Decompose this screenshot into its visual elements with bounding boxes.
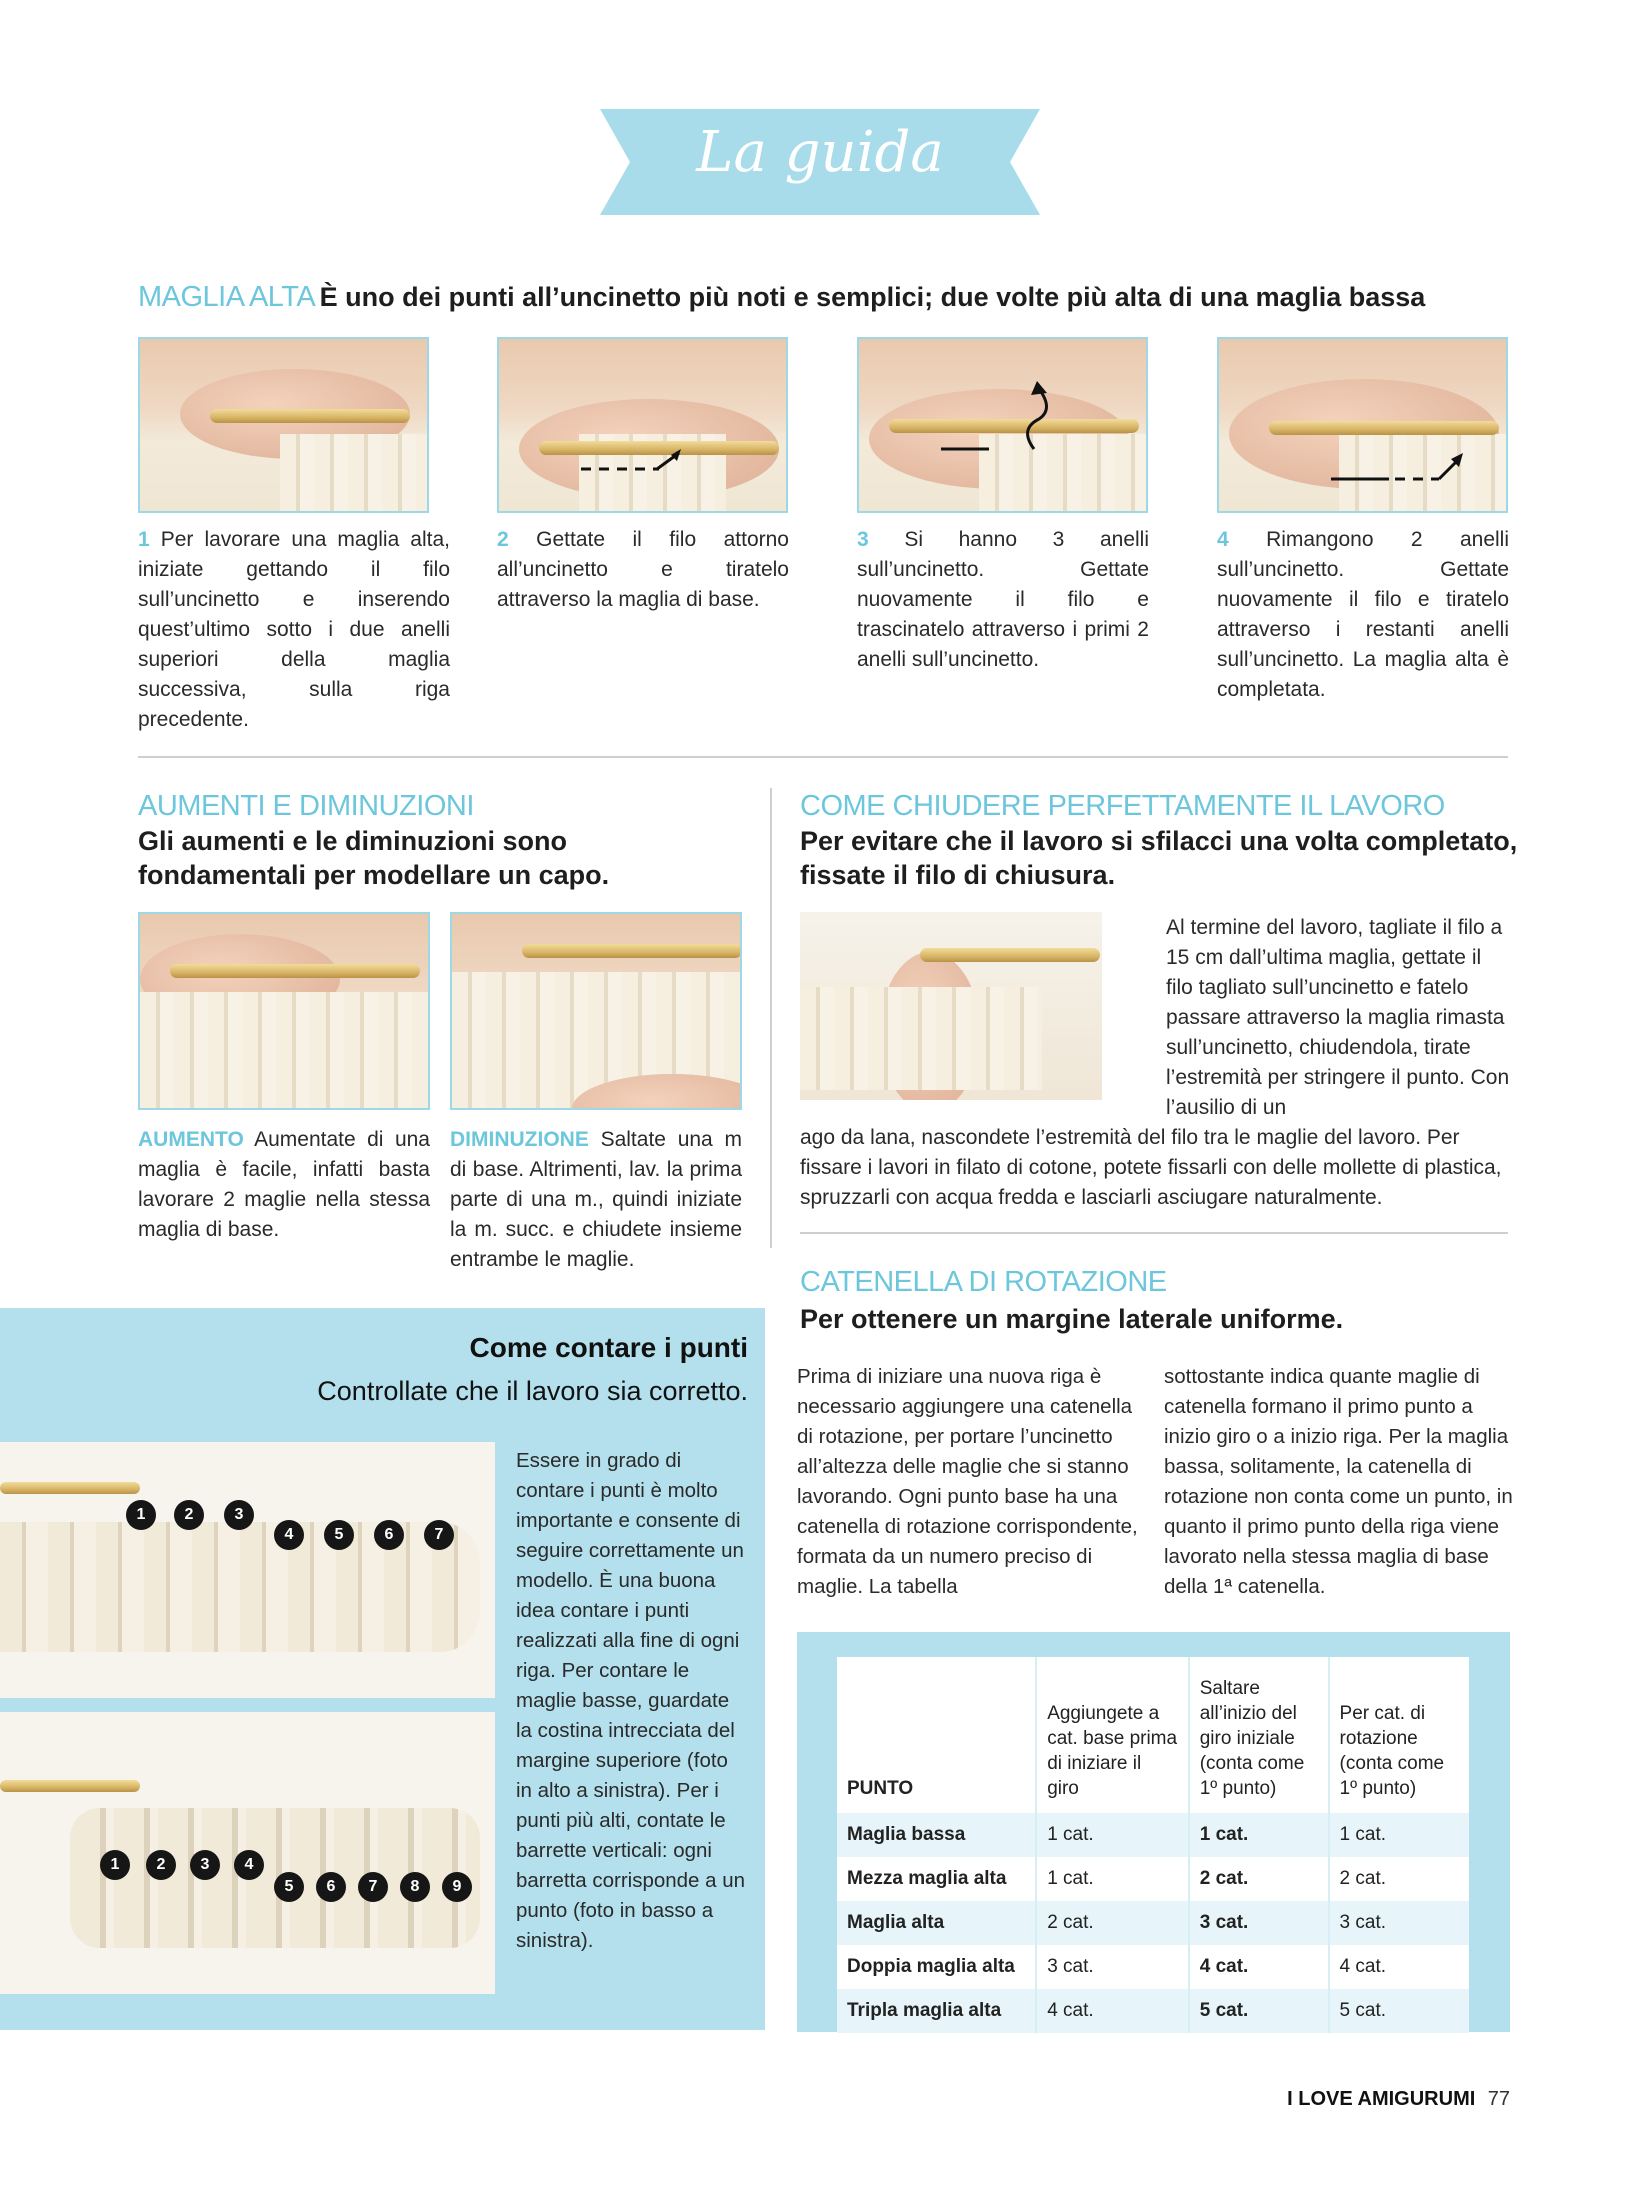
table-row: [837, 1901, 1469, 1945]
table-cell: 1 cat.: [1329, 1813, 1469, 1857]
count-badge: 3: [190, 1850, 220, 1880]
table-row: [837, 1945, 1469, 1989]
step-3-text: 3 Si hanno 3 anelli sull’uncinetto. Gettate nuovamente il filo e trascinatelo attraverso i primi 2 anelli sull’uncinetto.: [857, 528, 1149, 671]
table-cell: 5 cat.: [1329, 1989, 1469, 2033]
chiudere-photo: [800, 912, 1102, 1100]
maglia-alta-kicker: MAGLIA ALTA: [138, 281, 316, 313]
aumenti-lead: Gli aumenti e le diminuzioni sono fondamentali per modellare un capo.: [138, 826, 610, 890]
count-badge: 1: [100, 1850, 130, 1880]
page-footer: [1200, 2088, 1510, 2111]
table-header-row: [837, 1657, 1469, 1813]
table-cell: 2 cat.: [1036, 1901, 1189, 1945]
diminuzione-photo: [450, 912, 742, 1110]
column-divider: [770, 788, 772, 1248]
step-1-photo: [138, 337, 429, 513]
table-cell: 4 cat.: [1036, 1989, 1189, 2033]
page-title: La guida: [696, 120, 944, 185]
table-cell: Mezza maglia alta: [847, 1868, 1007, 1889]
table-cell: 3 cat.: [1189, 1901, 1329, 1945]
table-cell: 1 cat.: [1036, 1813, 1189, 1857]
step-1-text: 1 Per lavorare una maglia alta, iniziate gettando il filo sull’uncinetto e inserendo quest’ultimo sotto i due anelli superiori della maglia successiva, sulla riga precedente.: [138, 528, 450, 731]
aumento-photo: [138, 912, 430, 1110]
table-cell: 2 cat.: [1329, 1857, 1469, 1901]
table-header: Aggiungete a cat. base prima di iniziare il giro: [1036, 1657, 1189, 1813]
table-row: [837, 1857, 1469, 1901]
table-cell: Tripla maglia alta: [837, 1989, 1036, 2033]
chiudere-text-full: ago da lana, nascondete l’estremità del filo tra le maglie del lavoro. Per fissare i lavori in filato di cotone, potete fissarli con delle mollette di plastica, spruzzarli con acqua fredda e lasciarli asciugare naturalmente.: [800, 1126, 1502, 1209]
table-cell: 1 cat.: [1189, 1813, 1329, 1857]
table-header: Per cat. di rotazione (conta come 1º punto): [1329, 1657, 1469, 1813]
catenella-col1: Prima di iniziare una nuova riga è necessario aggiungere una catenella di rotazione, per portare l’uncinetto all’altezza delle maglie che si stanno lavorando. Ogni punto base ha una catenella di rotazione corrispondente, formata da un numero preciso di maglie. La tabella: [797, 1365, 1138, 1598]
table-cell: 2 cat.: [1189, 1857, 1329, 1901]
count-badge: 5: [324, 1520, 354, 1550]
contare-subtitle: Controllate che il lavoro sia corretto.: [317, 1376, 748, 1406]
chiudere-lead: Per evitare che il lavoro si sfilacci una volta completato, fissate il filo di chiusura.: [800, 826, 1518, 890]
table-header: PUNTO: [847, 1778, 914, 1799]
table-header: Saltare all’inizio del giro iniziale (conta come 1º punto): [1189, 1657, 1329, 1813]
step-2-text: 2 Gettate il filo attorno all’uncinetto e tiratelo attraverso la maglia di base.: [497, 528, 789, 611]
rotation-table: [837, 1657, 1469, 2033]
count-badge: 8: [400, 1872, 430, 1902]
table-row: [837, 1813, 1469, 1857]
count-badge: 3: [224, 1500, 254, 1530]
count-photo-top: [0, 1442, 495, 1698]
maglia-alta-heading: [138, 280, 1518, 314]
rotation-table-wrap: [837, 1657, 1469, 2033]
count-badge: 4: [274, 1520, 304, 1550]
diminuzione-text: DIMINUZIONE Saltate una m di base. Altrimenti, lav. la prima parte di una m., quindi iniziate la m. succ. e chiudete insieme entrambe le maglie.: [450, 1128, 742, 1271]
count-badge: 7: [424, 1520, 454, 1550]
step-2-photo: [497, 337, 788, 513]
catenella-lead: Per ottenere un margine laterale uniforme.: [800, 1304, 1344, 1334]
count-badge: 2: [174, 1500, 204, 1530]
maglia-alta-lead: È uno dei punti all’uncinetto più noti e semplici; due volte più alta di una maglia bassa: [319, 282, 1426, 312]
count-badge: 5: [274, 1872, 304, 1902]
count-badge: 2: [146, 1850, 176, 1880]
contare-title: Come contare i punti: [469, 1332, 748, 1363]
table-row: [837, 1989, 1469, 2033]
chiudere-text-side: Al termine del lavoro, tagliate il filo a 15 cm dall’ultima maglia, gettate il filo tagliato sull’uncinetto e fatelo passare attraverso la maglia rimasta sull’uncinetto, chiudendola, tirate l’estremità per stringere il punto. Con l’ausilio di un: [1166, 916, 1510, 1119]
table-cell: Doppia maglia alta: [847, 1956, 1015, 1977]
step-3-photo: [857, 337, 1148, 513]
contare-text: Essere in grado di contare i punti è molto importante e consente di seguire correttamente un modello. È una buona idea contare i punti realizzati alla fine di ogni riga. Per contare le maglie basse, guardate la costina intrecciata del margine superiore (foto in alto a sinistra). Per i punti più alti, contate le barrette verticali: ogni barretta corrisponde a un punto (foto in basso a sinistra).: [516, 1449, 746, 1952]
divider-right: [800, 1232, 1508, 1234]
page-number: 77: [1487, 2088, 1510, 2110]
table-cell: 4 cat.: [1329, 1945, 1469, 1989]
divider-top: [138, 756, 1508, 758]
table-cell: Maglia alta: [837, 1901, 1036, 1945]
catenella-col2: sottostante indica quante maglie di catenella formano il primo punto a inizio giro o a inizio riga. Per la maglia bassa, solitamente, la catenella di rotazione non conta come un punto, in quanto il primo punto della riga viene lavorato nella stessa maglia di base della 1ª catenella.: [1164, 1365, 1513, 1598]
count-badge: 6: [374, 1520, 404, 1550]
table-cell: Maglia bassa: [837, 1813, 1036, 1857]
chiudere-kicker: COME CHIUDERE PERFETTAMENTE IL LAVORO: [800, 790, 1445, 822]
magazine-name: I LOVE AMIGURUMI: [1287, 2088, 1476, 2110]
table-cell: 1 cat.: [1036, 1857, 1189, 1901]
step-4-photo: [1217, 337, 1508, 513]
table-cell: 4 cat.: [1189, 1945, 1329, 1989]
count-badge: 1: [126, 1500, 156, 1530]
count-badge: 7: [358, 1872, 388, 1902]
table-cell: 5 cat.: [1189, 1989, 1329, 2033]
step-4-text: 4 Rimangono 2 anelli sull’uncinetto. Gettate nuovamente il filo e tiratelo attraverso i restanti anelli sull’uncinetto. La maglia alta è completata.: [1217, 528, 1509, 701]
catenella-kicker: CATENELLA DI ROTAZIONE: [800, 1266, 1167, 1298]
count-badge: 9: [442, 1872, 472, 1902]
table-cell: 3 cat.: [1329, 1901, 1469, 1945]
count-badge: 6: [316, 1872, 346, 1902]
count-badge: 4: [234, 1850, 264, 1880]
aumenti-kicker: AUMENTI E DIMINUZIONI: [138, 790, 474, 822]
aumento-text: AUMENTO Aumentate di una maglia è facile, infatti basta lavorare 2 maglie nella stessa maglia di base.: [138, 1128, 430, 1241]
table-cell: 3 cat.: [1036, 1945, 1189, 1989]
